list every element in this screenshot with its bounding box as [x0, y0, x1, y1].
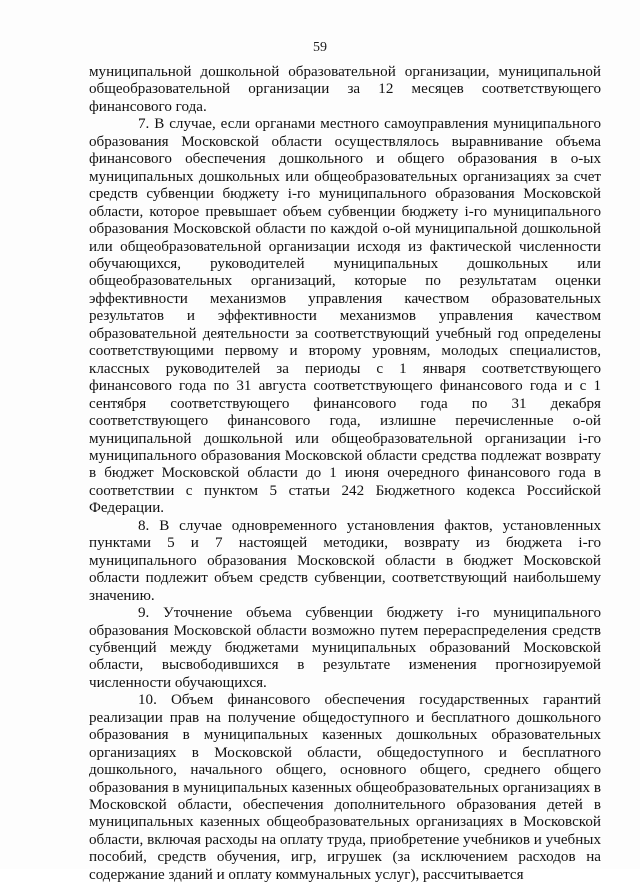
paragraph-item-9: 9. Уточнение объема субвенции бюджету i-го муниципального образования Московской области возможно путем перераспределения средств субвенций между бюджетами муниципальных образований Московской области, высвободившихся в результате изменения прогнозируемой численности обучающихся. [89, 605, 601, 691]
page-number: 59 [313, 40, 327, 55]
paragraph-item-7: 7. В случае, если органами местного самоуправления муниципального образования Московской области осуществлялось выравнивание объема финансового обеспечения дошкольного и общего образования в о-ых муниципальных дошкольных или общеобразовательных организациях за счет средств субвенции бюджету i-го муниципального образования Московской области, которое превышает объем субвенции бюджету i-го муниципального образования Московской области по каждой о-ой муниципальной дошкольной или общеобразовательной организации исходя из фактической численности обучающихся, руководителей муниципальных дошкольных или общеобразовательных организаций, которые по результатам оценки эффективности механизмов управления качеством образовательных результатов и эффективности механизмов управления качеством образовательной деятельности за соответствующий учебный год определены соответствующими первому и второму уровням, молодых специалистов, классных руководителей за периоды с 1 января соответствующего финансового года по 31 августа соответствующего финансового года и с 1 сентября соответствующего финансового года по 31 декабря соответствующего финансового года, излишне перечисленные о-ой муниципальной дошкольной или общеобразовательной организации i-го муниципального образования Московской области средства подлежат возврату в бюджет Московской области до 1 июня очередного финансового года в соответствии с пунктом 5 статьи 242 Бюджетного кодекса Российской Федерации. [89, 116, 601, 517]
paragraph-item-10: 10. Объем финансового обеспечения государственных гарантий реализации прав на получение общедоступного и бесплатного дошкольного образования в муниципальных казенных дошкольных образовательных организациях в Московской области, общедоступного и бесплатного дошкольного, начального общего, основного общего, среднего общего образования в муниципальных казенных общеобразовательных организациях в Московской области, обеспечения дополнительного образования детей в муниципальных казенных общеобразовательных организациях в Московской области, включая расходы на оплату труда, приобретение учебников и учебных пособий, средств обучения, игр, игрушек (за исключением расходов на содержание зданий и оплату коммунальных услуг), рассчитывается [89, 692, 601, 883]
paragraph-continuation: муниципальной дошкольной образовательной организации, муниципальной общеобразовательной организации за 12 месяцев соответствующего финансового года. [89, 64, 601, 115]
paragraph-item-8: 8. В случае одновременного установления фактов, установленных пунктами 5 и 7 настоящей методики, возврату из бюджета i-го муниципального образования Московской области в бюджет Московской области подлежит объем средств субвенции, соответствующий наибольшему значению. [89, 517, 601, 604]
document-body [89, 64, 601, 884]
